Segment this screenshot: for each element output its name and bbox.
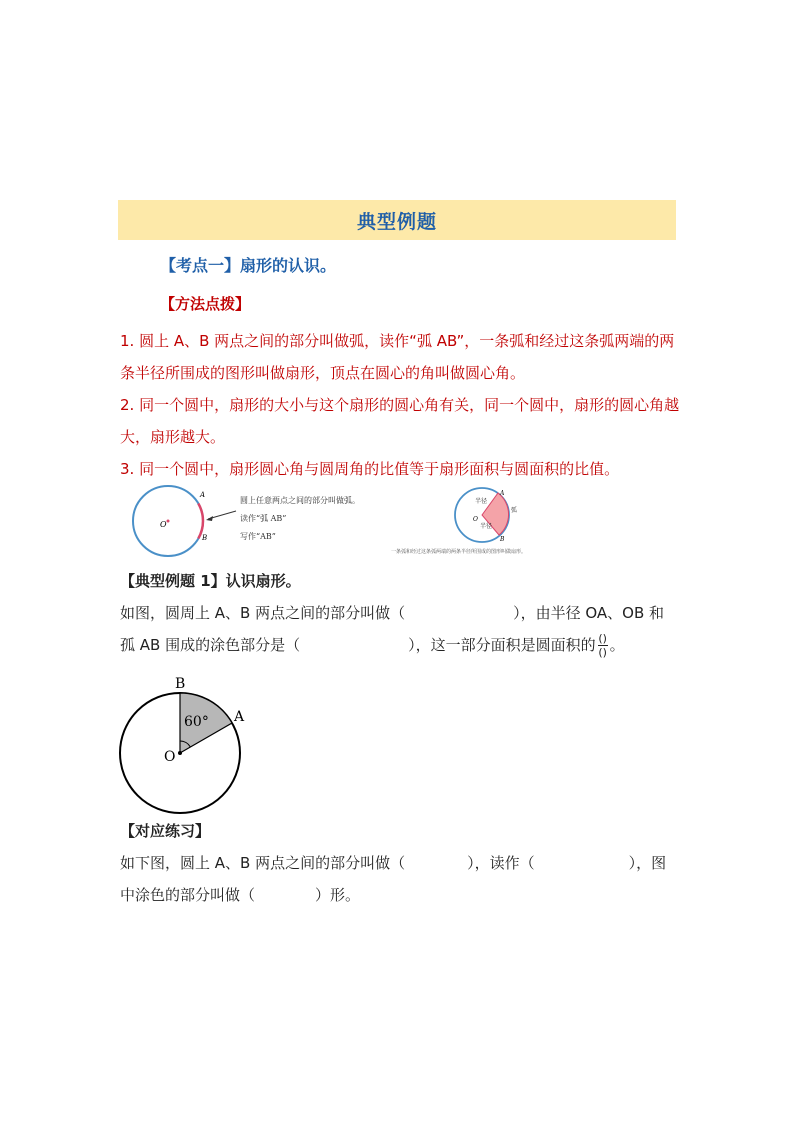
example-line-1-part-a: 如图，圆周上 A、B 两点之间的部分叫做（ [120,604,406,622]
example-line-2-part-a: 孤 AB 围成的涂色部分是（ [120,636,301,654]
label-a: A [500,490,505,497]
label-o: O [160,520,167,529]
label-a: A [200,491,206,499]
fraction-denominator: () [598,646,607,659]
label-b: B [500,536,505,543]
method-point-3: 3. 同一个圆中，扇形圆心角与圆周角的比值等于扇形面积与圆面积的比值。 [120,460,620,478]
practice-line-1 [120,847,680,879]
arc-desc-line-3: 写作“AB” [240,532,276,541]
practice-body [120,847,680,911]
label-arc: 弧 [511,507,518,514]
kaodian-heading: 【考点一】扇形的认识。 [160,256,337,275]
section-banner [118,200,676,240]
label-radius-bottom: 半径 [480,523,493,530]
example-body [120,597,680,661]
example-line-1-part-b: ），由半径 OA、OB 和 [513,604,665,622]
arc-figure [128,483,368,563]
label-b: B [202,534,208,542]
practice-line-1-part-c: ），图 [628,854,667,872]
pointer-arrowhead [206,516,213,521]
example-figure [112,670,262,815]
example-line-2 [120,629,680,661]
banner-title: 典型例题 [356,210,437,233]
arc-desc-line-2: 读作“弧 AB” [240,514,287,523]
sector-figure [385,483,605,558]
label-o: O [164,749,176,765]
practice-line-2-part-b: ）形。 [315,886,361,904]
practice-line-2-part-a: 中涂色的部分叫做（ [120,886,256,904]
fraction-numerator: () [598,632,607,645]
label-a: A [234,709,245,725]
practice-title: 【对应练习】 [120,822,211,840]
method-heading: 【方法点拨】 [160,295,251,313]
practice-line-1-part-b: ），读作（ [467,854,535,872]
center-dot [167,520,170,523]
center-point [178,751,182,755]
practice-line-1-part-a: 如下图，圆上 A、B 两点之间的部分叫做（ [120,854,406,872]
label-b: B [175,676,186,692]
practice-line-2 [120,879,680,911]
fraction-blank[interactable] [598,633,608,658]
angle-label: 60° [184,714,209,730]
label-radius-top: 半径 [475,498,488,505]
method-point-1: 1. 圆上 A、B 两点之间的部分叫做弧，读作“弧 AB”，一条弧和经过这条弧两端的两条半径所围成的图形叫做扇形，顶点在圆心的角叫做圆心角。 [120,332,675,382]
example-line-1 [120,597,680,629]
arc-desc-line-1: 圆上任意两点之间的部分叫做弧。 [240,496,360,505]
method-point-2: 2. 同一个圆中，扇形的大小与这个扇形的圆心角有关，同一个圆中，扇形的圆心角越大，扇形越大。 [120,396,680,446]
example-line-2-end: 。 [609,636,625,654]
example-line-2-part-b: ），这一部分面积是圆面积的 [408,636,596,654]
label-o: O [473,516,478,523]
example-title: 【典型例题 1】认识扇形。 [120,572,301,590]
sector-caption: 一条弧和经过这条弧两端的两条半径所围成的图形叫做扇形。 [391,549,527,555]
